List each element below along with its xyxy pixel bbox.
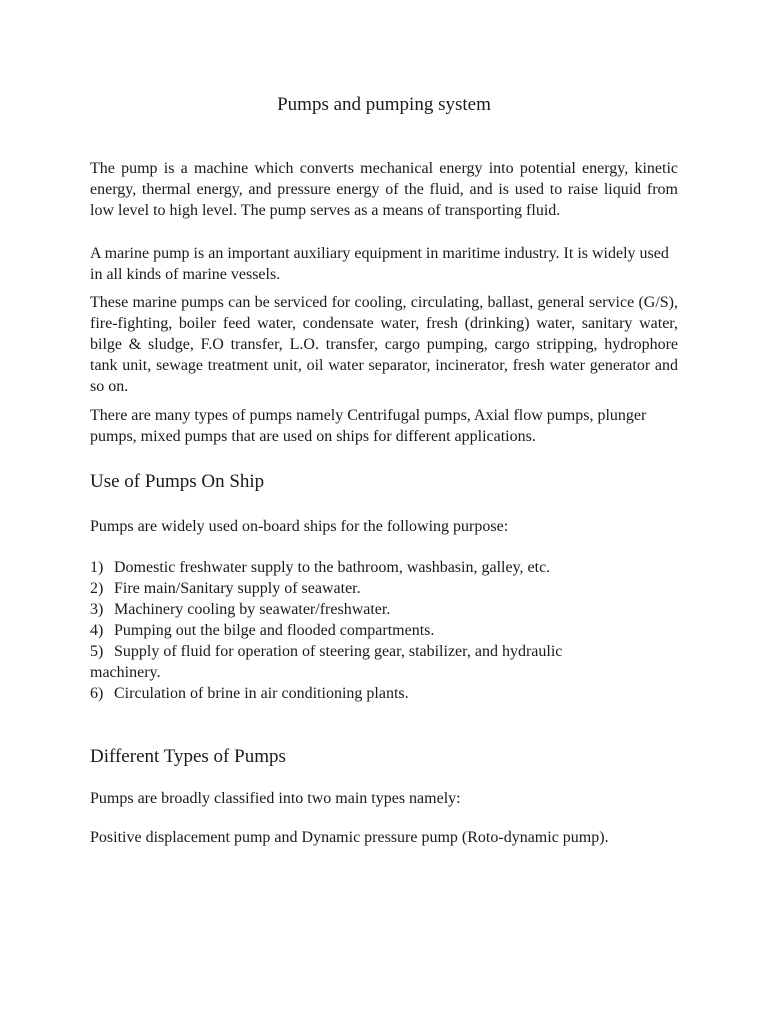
paragraph-use-intro: Pumps are widely used on-board ships for the following purpose:	[90, 518, 509, 535]
paragraph-pump-types: There are many types of pumps namely Centrifugal pumps, Axial flow pumps, plunger pumps, mixed pumps that are used on ships for different applications.	[90, 407, 647, 445]
heading-different-types: Different Types of Pumps	[90, 746, 286, 767]
paragraph-pump-services: These marine pumps can be serviced for cooling, circulating, ballast, general service (G/S), fire-fighting, boiler feed water, condensate water, fresh (drinking) water, sanitary water, bilge & sludge, F.O transfer, L.O. transfer, cargo pumping, cargo stripping, hydrophore tank unit, sewage treatment unit, oil water separator, incinerator, fresh water generator and so on.	[90, 294, 678, 395]
list-item: 1) Domestic freshwater supply to the bathroom, washbasin, galley, etc.	[90, 559, 551, 576]
list-item: 5) Supply of fluid for operation of steering gear, stabilizer, and hydraulic machinery.	[90, 643, 563, 681]
use-list	[90, 557, 630, 704]
list-item: 2) Fire main/Sanitary supply of seawater.	[90, 580, 361, 597]
paragraph-pump-definition: The pump is a machine which converts mechanical energy into potential energy, kinetic energy, thermal energy, and pressure energy of the fluid, and is used to raise liquid from low level to high level. The pump serves as a means of transporting fluid.	[90, 160, 678, 219]
paragraph-types-body: Positive displacement pump and Dynamic pressure pump (Roto-dynamic pump).	[90, 829, 609, 846]
paragraph-types-intro: Pumps are broadly classified into two main types namely:	[90, 790, 461, 807]
list-item: 6) Circulation of brine in air conditioning plants.	[90, 685, 409, 702]
paragraph-marine-pump: A marine pump is an important auxiliary equipment in maritime industry. It is widely used in all kinds of marine vessels.	[90, 245, 669, 283]
heading-use-of-pumps: Use of Pumps On Ship	[90, 471, 265, 492]
list-item: 3) Machinery cooling by seawater/freshwater.	[90, 601, 391, 618]
list-item: 4) Pumping out the bilge and flooded compartments.	[90, 622, 435, 639]
document-title: Pumps and pumping system	[277, 94, 491, 115]
